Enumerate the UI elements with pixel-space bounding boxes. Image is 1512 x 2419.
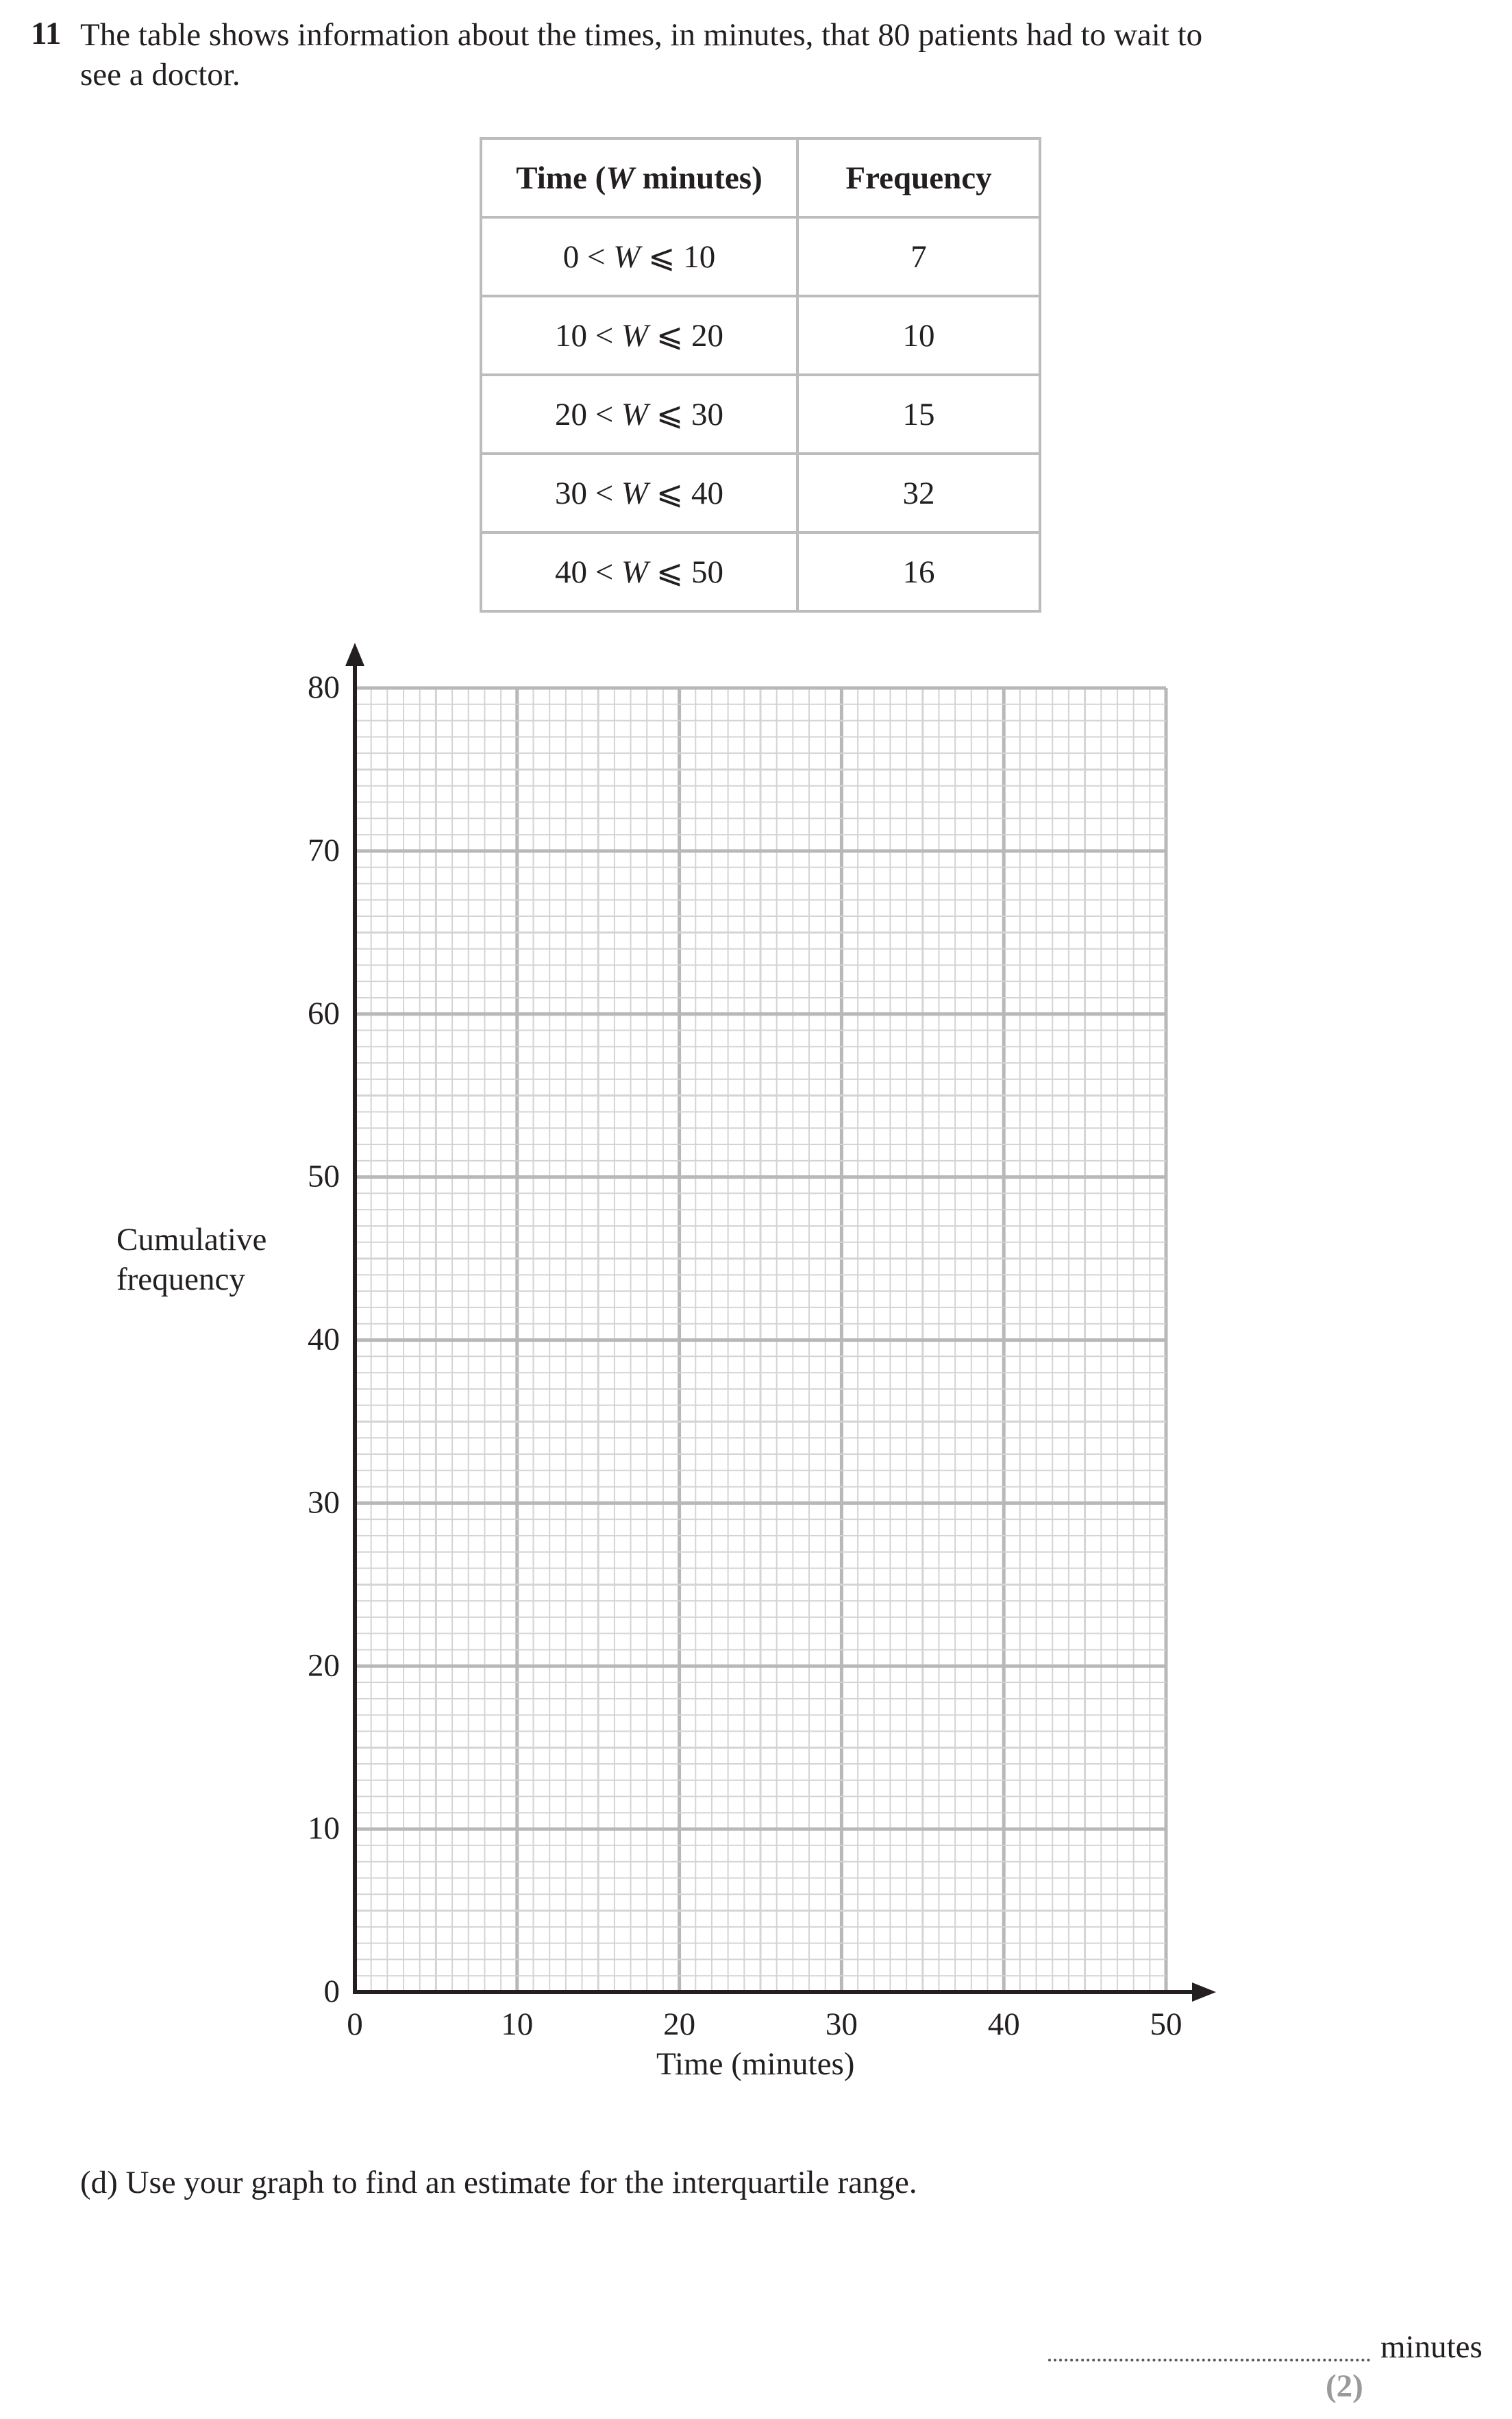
- y-tick-label: 70: [308, 832, 340, 868]
- y-axis-arrow-icon: [345, 643, 364, 666]
- interval-upper: 50: [691, 554, 724, 590]
- interval-upper: 10: [683, 239, 716, 275]
- interval-var: W: [621, 554, 649, 590]
- x-tick-label: 30: [825, 2006, 858, 2042]
- y-axis-label-line1: Cumulative: [116, 1222, 267, 1257]
- x-tick-label: 20: [663, 2006, 696, 2042]
- interval-upper: 20: [691, 318, 724, 354]
- marks-label: (2): [1326, 2368, 1363, 2404]
- header-time-suffix: minutes): [634, 160, 763, 196]
- answer-line[interactable]: [1048, 2359, 1370, 2361]
- y-tick-label: 0: [323, 1974, 340, 2009]
- frequency-cell: 16: [797, 532, 1040, 611]
- part-d-question: (d) Use your graph to find an estimate for the interquartile range.: [80, 2165, 917, 2200]
- x-tick-label: 50: [1150, 2006, 1182, 2042]
- interval-var: W: [621, 318, 649, 354]
- header-frequency: Frequency: [797, 138, 1040, 217]
- y-tick-label: 40: [308, 1321, 340, 1358]
- x-tick-label: 0: [347, 2006, 363, 2042]
- interval-lower: 0: [562, 239, 580, 275]
- interval-upper: 40: [691, 476, 724, 511]
- frequency-cell: 10: [797, 296, 1040, 375]
- x-tick-label: 40: [987, 2006, 1020, 2042]
- interval-var: W: [621, 476, 649, 511]
- interval-lower: 40: [554, 554, 587, 590]
- question-number: 11: [31, 16, 62, 51]
- time-interval-cell: 0 < W ⩽ 10: [481, 217, 797, 296]
- frequency-cell: 32: [797, 454, 1040, 532]
- interval-var: W: [613, 239, 641, 275]
- interval-upper: 30: [691, 397, 724, 432]
- y-tick-label: 30: [308, 1484, 340, 1521]
- x-axis-arrow-icon: [1192, 1982, 1216, 2002]
- x-tick-label: 10: [501, 2006, 534, 2042]
- y-tick-label: 10: [308, 1810, 340, 1847]
- interval-lower: 20: [554, 397, 587, 432]
- question-text-line1: The table shows information about the times, in minutes, that 80 patients had to wait to: [80, 17, 1203, 53]
- frequency-cell: 15: [797, 375, 1040, 454]
- interval-lower: 10: [554, 318, 587, 354]
- y-axis-label: [116, 1220, 267, 1299]
- time-interval-cell: 10 < W ⩽ 20: [481, 296, 797, 375]
- interval-lower: 30: [554, 476, 587, 511]
- time-interval-cell: 40 < W ⩽ 50: [481, 532, 797, 611]
- answer-units: minutes: [1380, 2329, 1483, 2365]
- y-axis-label-line2: frequency: [116, 1262, 245, 1297]
- y-tick-label: 20: [308, 1647, 340, 1684]
- header-time-prefix: Time (: [516, 160, 606, 196]
- time-interval-cell: 30 < W ⩽ 40: [481, 454, 797, 532]
- y-tick-label: 80: [308, 670, 340, 705]
- header-time-var: W: [606, 160, 635, 196]
- x-axis-label: Time (minutes): [656, 2046, 855, 2082]
- time-interval-cell: 20 < W ⩽ 30: [481, 375, 797, 454]
- y-tick-label: 50: [308, 1158, 340, 1194]
- y-tick-label: 60: [308, 995, 340, 1031]
- question-text-line2: see a doctor.: [80, 57, 240, 93]
- interval-var: W: [621, 397, 649, 432]
- frequency-cell: 7: [797, 217, 1040, 296]
